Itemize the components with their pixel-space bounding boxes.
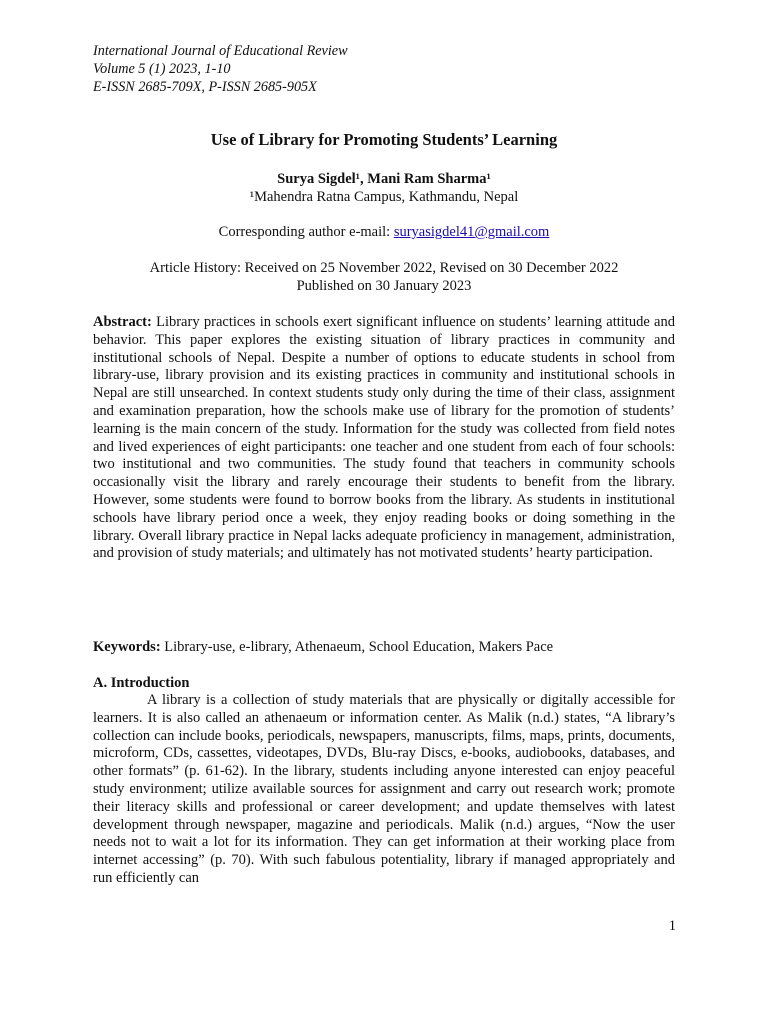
corresponding-author	[0, 224, 768, 241]
author-email-link[interactable]: suryasigdel41@gmail.com	[393, 224, 550, 240]
published-date: Published on 30 January 2023	[296, 278, 472, 294]
abstract-text: Library practices in schools exert significant influence on students’ learning attitude and behavior. This paper explores the existing situation of library practices in community and institutional schools of Nepal. Despite a number of options to educate students in school from library-use, library provision and its existing practices in community and institutional schools in Nepal are still unsearched. In context students study only during the time of their class, assignment and examination preparation, how the schools make use of library for the promotion of students’ learning is the main concern of the study. Information for the study was collected from field notes and lived experiences of eight participants: one teacher and one student from each of four schools: two institutional and two communities. The study found that teachers in community schools occasionally visit the library and rarely encourage their students to benefit from the library. However, some students were found to borrow books from the library. As students in institutional schools have library period once a week, they enjoy reading books or doing something in the library. Overall library practice in Nepal lacks adequate proficiency in management, administration, and provision of study materials; and ultimately has not motivated students’ hearty participation.	[93, 314, 675, 562]
section-heading-introduction: A. Introduction	[93, 675, 190, 691]
abstract-label: Abstract:	[93, 314, 152, 330]
journal-name: International Journal of Educational Review	[93, 43, 348, 59]
paper-title: Use of Library for Promoting Students’ Learning	[210, 130, 558, 149]
page-number: 1	[668, 918, 676, 934]
journal-issn: E-ISSN 2685-709X, P-ISSN 2685-905X	[93, 79, 317, 95]
keywords-text: Library-use, e-library, Athenaeum, School Education, Makers Pace	[160, 639, 554, 655]
affiliation: ¹Mahendra Ratna Campus, Kathmandu, Nepal	[249, 189, 519, 205]
keywords-label: Keywords:	[93, 639, 161, 655]
keywords	[93, 639, 675, 657]
authors: Surya Sigdel¹, Mani Ram Sharma¹	[277, 171, 491, 187]
article-history: Article History: Received on 25 November 2022, Revised on 30 December 2022	[149, 260, 619, 276]
journal-volume: Volume 5 (1) 2023, 1-10	[93, 61, 231, 77]
introduction-paragraph: A library is a collection of study materials that are physically or digitally accessible for learners. It is also called an athenaeum or information center. As Malik (n.d.) states, “A library’s collection can include books, periodicals, newspapers, manuscripts, films, maps, prints, documents, microform, CDs, cassettes, videotapes, DVDs, Blu-ray Discs, e-books, audiobooks, databases, and other formats” (p. 61-62). In the library, students including anyone interested can enjoy peaceful study environment; utilize available sources for assignment and carry out research work; promote their literacy skills and professional or career development; and update themselves with latest development through newspaper, magazine and periodicals. Malik (n.d.) argues, “Now the user needs not to wait a lot for its information. They can get information at their working place from internet accessing” (p. 70). With such fabulous potentiality, library if managed appropriately and run efficiently can	[93, 692, 675, 886]
journal-header	[93, 42, 348, 96]
corresponding-label: Corresponding author e-mail:	[218, 224, 394, 240]
abstract	[93, 314, 675, 563]
